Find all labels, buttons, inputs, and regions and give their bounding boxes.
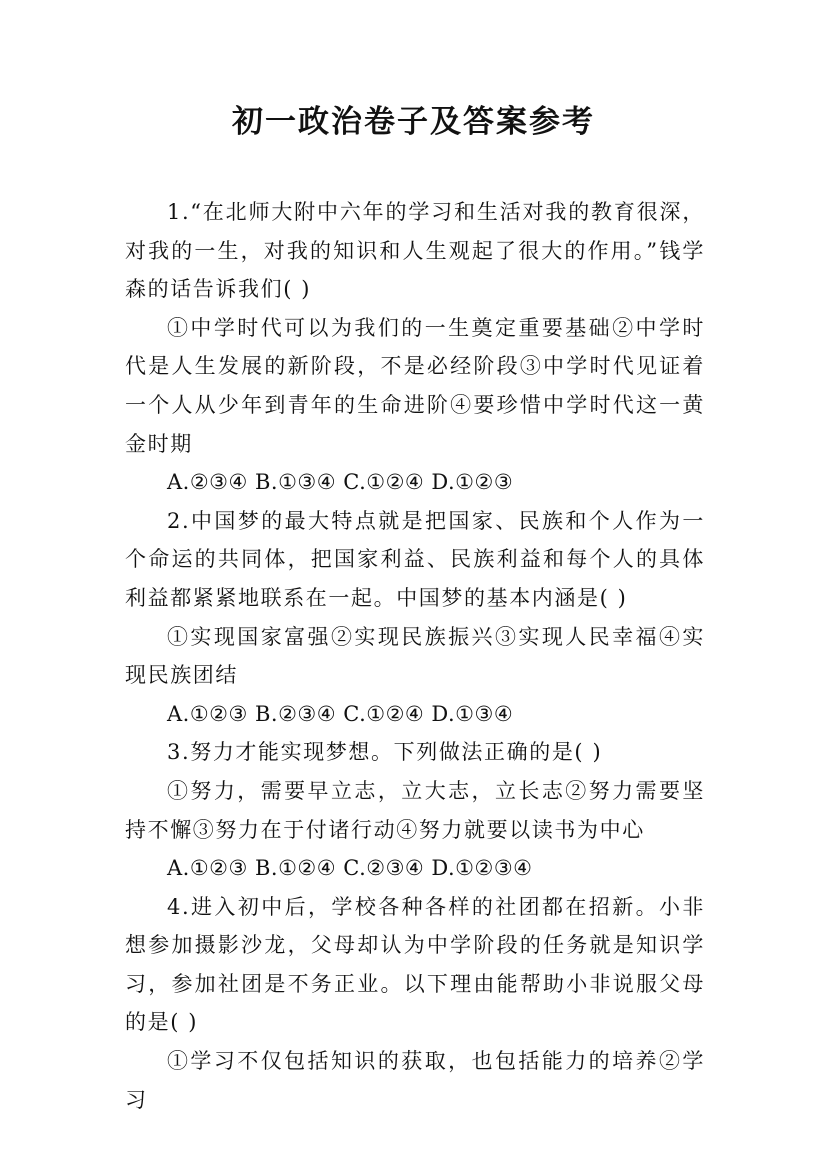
document-title: 初一政治卷子及答案参考 — [232, 104, 595, 140]
question-1-stem: 1.“在北师大附中六年的学习和生活对我的教育很深，对我的一生，对我的知识和人生观起了很大的作用。”钱学森的话告诉我们( ) — [125, 200, 705, 302]
document-body — [125, 193, 705, 1119]
question-2-stem: 2.中国梦的最大特点就是把国家、民族和个人作为一个命运的共同体，把国家利益、民族利益和每个人的具体利益都紧紧地联系在一起。中国梦的基本内涵是( ) — [125, 508, 705, 610]
question-3-stem: 3.努力才能实现梦想。下列做法正确的是( ) — [167, 740, 603, 765]
question-4-stem: 4.进入初中后，学校各种各样的社团都在招新。小非想参加摄影沙龙，父母却认为中学阶段的任务就是知识学习，参加社团是不务正业。以下理由能帮助小非说服父母的是( ) — [125, 894, 705, 1035]
question-1-statements: ①中学时代可以为我们的一生奠定重要基础②中学时代是人生发展的新阶段，不是必经阶段③中学时代见证着一个人从少年到青年的生命进阶④要珍惜中学时代这一黄金时期 — [125, 315, 705, 456]
question-1-choices: A.②③④ B.①③④ C.①②④ D.①②③ — [167, 470, 514, 495]
question-4-statements: ①学习不仅包括知识的获取，也包括能力的培养②学习 — [125, 1049, 705, 1112]
question-3-statements: ①努力，需要早立志，立大志，立长志②努力需要坚持不懈③努力在于付诸行动④努力就要以读书为中心 — [125, 778, 705, 842]
question-2-statements: ①实现国家富强②实现民族振兴③实现人民幸福④实现民族团结 — [125, 624, 705, 688]
question-2-choices: A.①②③ B.②③④ C.①②④ D.①③④ — [167, 701, 514, 726]
question-3-choices: A.①②③ B.①②④ C.②③④ D.①②③④ — [167, 856, 533, 881]
